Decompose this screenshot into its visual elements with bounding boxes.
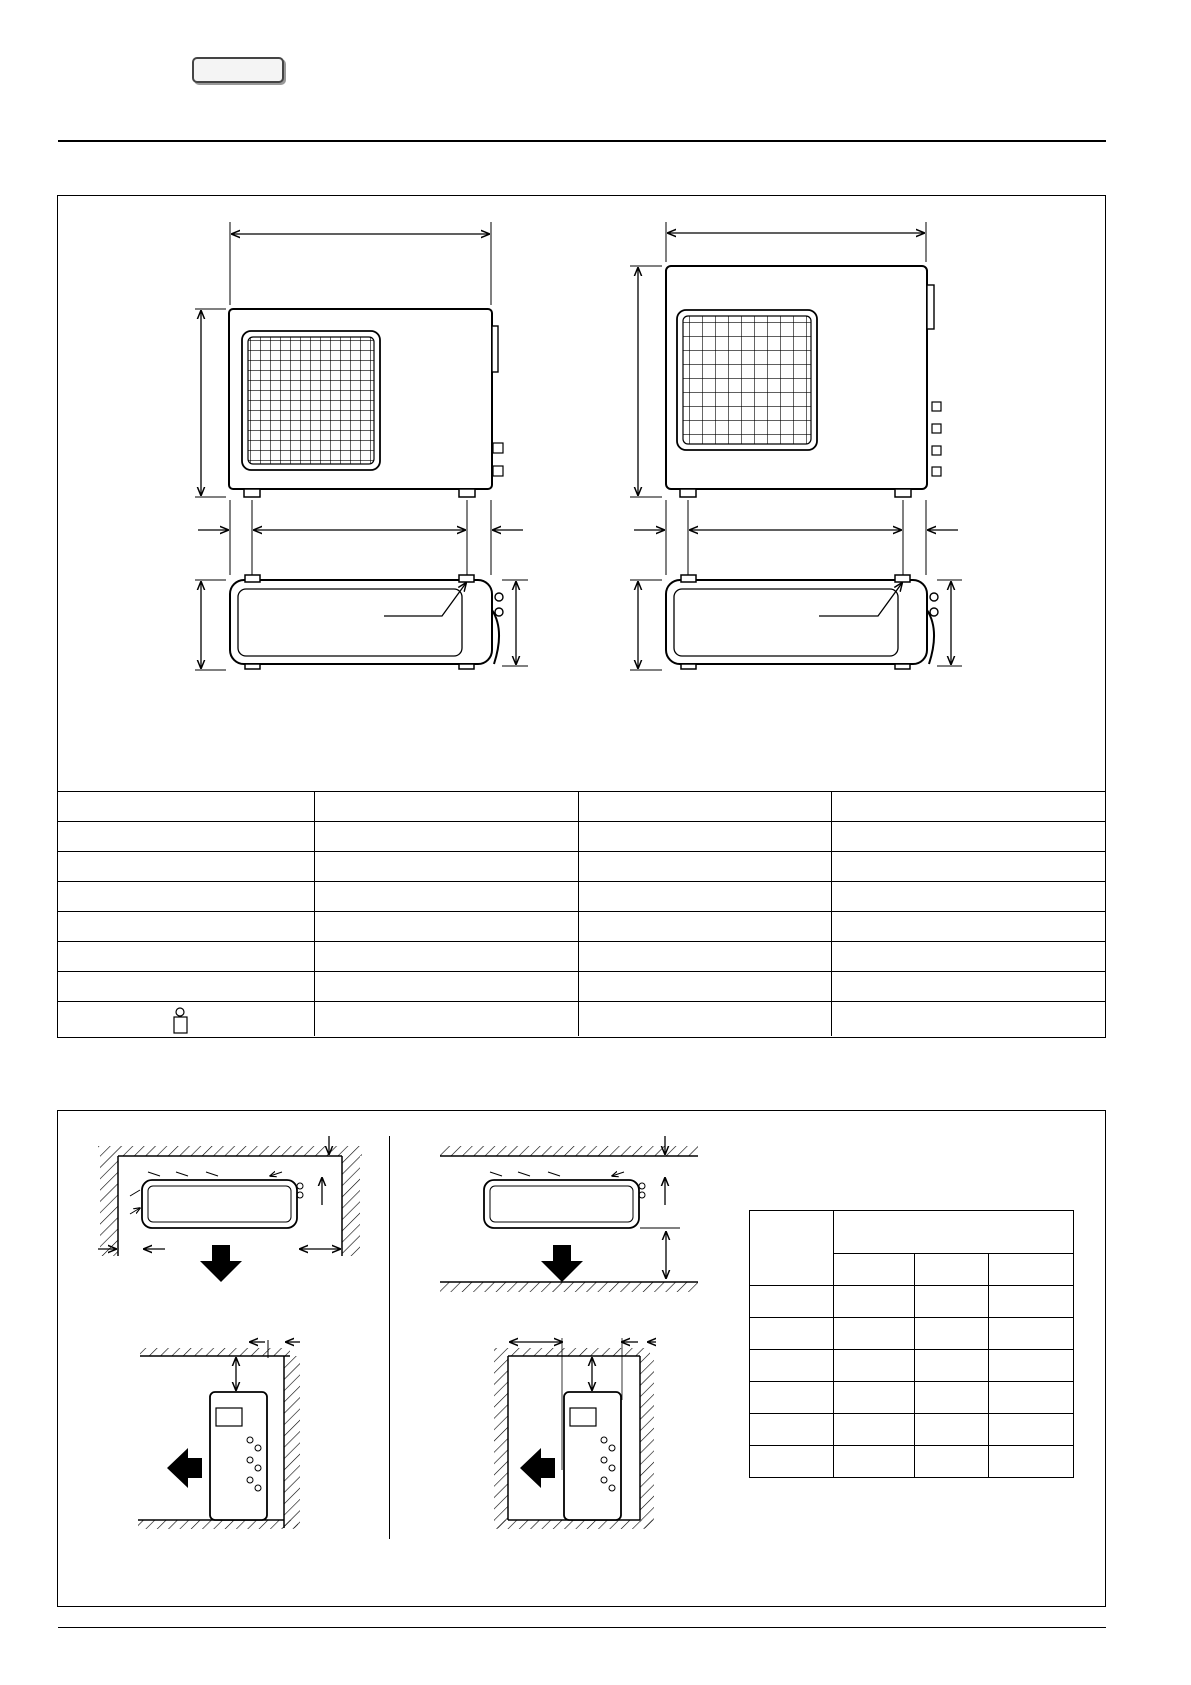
table-cell xyxy=(915,1350,989,1382)
airflow-arrow-icon xyxy=(167,1448,202,1488)
table-cell xyxy=(834,1446,915,1478)
clearance-diagram-side-right xyxy=(494,1338,656,1529)
table-cell xyxy=(989,1414,1074,1446)
table-cell xyxy=(915,1414,989,1446)
table-cell xyxy=(989,1318,1074,1350)
airflow-arrow-icon xyxy=(520,1448,555,1488)
airflow-arrow-icon xyxy=(200,1245,242,1282)
table-row xyxy=(750,1446,1074,1478)
table-header-cell xyxy=(834,1211,1074,1254)
table-cell xyxy=(834,1414,915,1446)
table-cell xyxy=(750,1414,834,1446)
table-row xyxy=(750,1350,1074,1382)
table-row xyxy=(750,1318,1074,1350)
table-header-cell xyxy=(750,1211,834,1286)
table-cell xyxy=(834,1318,915,1350)
table-cell xyxy=(915,1318,989,1350)
table-cell xyxy=(915,1446,989,1478)
table-header-row xyxy=(750,1211,1074,1254)
table-cell xyxy=(915,1382,989,1414)
clearance-diagram-side-left xyxy=(138,1340,300,1529)
table-row xyxy=(750,1286,1074,1318)
table-cell xyxy=(989,1382,1074,1414)
table-cell xyxy=(915,1286,989,1318)
footer-rule xyxy=(58,1627,1106,1628)
clearance-diagram-top-left xyxy=(98,1136,362,1282)
table-header-cell xyxy=(989,1254,1074,1286)
table-header-cell xyxy=(915,1254,989,1286)
table-header-cell xyxy=(834,1254,915,1286)
table-cell xyxy=(834,1286,915,1318)
table-cell xyxy=(750,1350,834,1382)
table-cell xyxy=(750,1382,834,1414)
table-cell xyxy=(750,1446,834,1478)
clearance-table xyxy=(749,1210,1074,1478)
table-cell xyxy=(834,1350,915,1382)
table-cell xyxy=(989,1350,1074,1382)
table-cell xyxy=(989,1446,1074,1478)
table-cell xyxy=(750,1318,834,1350)
clearance-diagram-top-right xyxy=(440,1136,698,1292)
table-row xyxy=(750,1382,1074,1414)
table-cell xyxy=(989,1286,1074,1318)
table-cell xyxy=(834,1382,915,1414)
table-cell xyxy=(750,1286,834,1318)
airflow-arrow-icon xyxy=(541,1245,583,1282)
table-row xyxy=(750,1414,1074,1446)
